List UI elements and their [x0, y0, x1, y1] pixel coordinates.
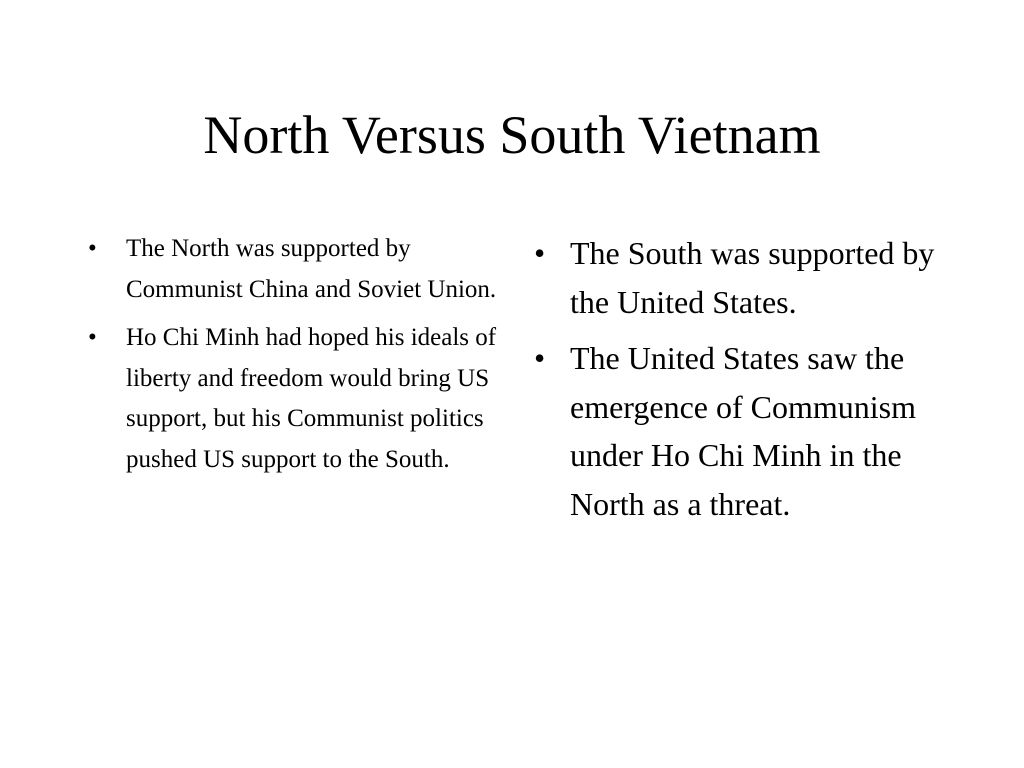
list-item: [88, 229, 498, 310]
bullet-text: The United States saw the emergence of Communism under Ho Chi Minh in the North as a threat.: [570, 340, 916, 522]
left-bullet-list: [88, 229, 498, 488]
bullet-icon: •: [88, 235, 97, 262]
list-item: [534, 334, 944, 528]
bullet-text: Ho Chi Minh had hoped his ideals of liberty and freedom would bring US support, but his Communist politics pushed US support to the South.: [126, 324, 497, 473]
list-item: [88, 318, 498, 480]
bullet-icon: •: [534, 340, 546, 376]
right-bullet-list: [534, 229, 944, 536]
bullet-text: The North was supported by Communist China and Soviet Union.: [126, 235, 497, 303]
bullet-text: The South was supported by the United States.: [570, 235, 935, 320]
list-item: [534, 229, 944, 326]
bullet-icon: •: [534, 235, 546, 271]
bullet-icon: •: [88, 324, 97, 351]
slide-title: North Versus South Vietnam: [203, 105, 821, 165]
